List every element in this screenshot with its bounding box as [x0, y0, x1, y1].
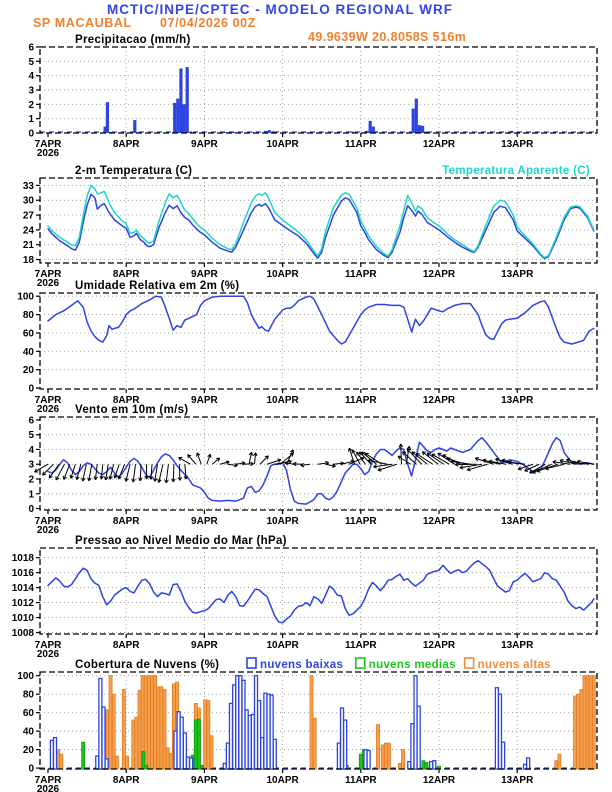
svg-text:27: 27 — [22, 210, 34, 222]
precipitation-gridlines — [40, 47, 597, 133]
svg-text:80: 80 — [22, 689, 34, 701]
svg-text:5: 5 — [28, 430, 34, 442]
svg-text:21: 21 — [22, 240, 34, 252]
svg-text:0: 0 — [28, 383, 34, 395]
svg-text:2026: 2026 — [36, 649, 60, 660]
svg-text:1018: 1018 — [11, 553, 34, 565]
svg-text:11APR: 11APR — [344, 775, 377, 786]
svg-text:12APR: 12APR — [422, 139, 456, 150]
svg-text:20: 20 — [22, 745, 34, 757]
legend-swatch-nuvens-medias — [356, 658, 365, 668]
svg-text:11APR: 11APR — [344, 395, 377, 406]
svg-text:Umidade Relativa em 2m (%): Umidade Relativa em 2m (%) — [75, 280, 240, 292]
svg-text:Cobertura de Nuvens (%): Cobertura de Nuvens (%) — [75, 659, 220, 671]
cloud-bars — [40, 676, 597, 769]
svg-text:7APR: 7APR — [34, 395, 62, 406]
svg-text:9APR: 9APR — [191, 516, 218, 527]
svg-text:0: 0 — [28, 504, 34, 516]
svg-text:3: 3 — [28, 459, 34, 471]
svg-text:5: 5 — [28, 56, 34, 68]
svg-text:Pressao ao Nivel Medio do Mar: Pressao ao Nivel Medio do Mar (hPa) — [75, 535, 287, 547]
svg-text:80: 80 — [22, 310, 34, 322]
svg-text:8APR: 8APR — [112, 269, 140, 280]
precipitation-plot-border — [40, 47, 597, 133]
svg-text:24: 24 — [22, 225, 34, 237]
svg-text:13APR: 13APR — [501, 516, 534, 527]
svg-text:11APR: 11APR — [344, 269, 377, 280]
svg-text:9APR: 9APR — [191, 775, 218, 786]
svg-text:2026: 2026 — [36, 404, 60, 415]
svg-text:2-m Temperatura (C): 2-m Temperatura (C) — [75, 165, 193, 177]
svg-text:13APR: 13APR — [501, 640, 534, 651]
humidity-line-0 — [48, 296, 594, 344]
pressure-gridlines — [40, 548, 597, 634]
svg-text:7APR: 7APR — [34, 269, 62, 280]
svg-text:nuvens medias: nuvens medias — [368, 659, 456, 671]
svg-text:9APR: 9APR — [191, 395, 218, 406]
svg-text:6: 6 — [28, 415, 34, 427]
pressure-line-0 — [48, 561, 594, 623]
svg-text:2026: 2026 — [36, 278, 60, 289]
svg-text:30: 30 — [22, 195, 34, 207]
svg-text:1016: 1016 — [11, 568, 34, 580]
svg-text:Vento em 10m (m/s): Vento em 10m (m/s) — [75, 404, 189, 416]
svg-text:12APR: 12APR — [422, 269, 456, 280]
legend-swatch-nuvens-baixas — [247, 658, 256, 668]
pressure-axes — [12, 553, 534, 660]
wind-axes — [28, 415, 534, 536]
svg-text:12APR: 12APR — [422, 395, 456, 406]
run-datetime: 07/04/2026 00Z — [160, 16, 256, 30]
precipitation-panel — [28, 34, 597, 159]
pressure-panel — [12, 535, 597, 660]
wind-vectors — [35, 444, 594, 483]
precipitation-bars — [40, 67, 597, 133]
svg-text:2026: 2026 — [36, 148, 60, 159]
svg-text:0: 0 — [28, 128, 34, 140]
svg-text:2026: 2026 — [36, 525, 60, 536]
clouds-panel — [17, 658, 597, 792]
svg-text:4: 4 — [28, 71, 34, 83]
svg-text:10APR: 10APR — [266, 516, 299, 527]
svg-text:9APR: 9APR — [191, 640, 218, 651]
svg-text:9APR: 9APR — [191, 139, 218, 150]
svg-text:13APR: 13APR — [501, 139, 534, 150]
svg-text:40: 40 — [22, 346, 34, 358]
svg-text:12APR: 12APR — [422, 775, 456, 786]
svg-text:10APR: 10APR — [266, 395, 299, 406]
svg-text:0: 0 — [28, 763, 34, 775]
svg-text:10APR: 10APR — [266, 775, 299, 786]
pressure-plot-border — [40, 548, 597, 634]
svg-text:7APR: 7APR — [34, 640, 62, 651]
svg-text:3: 3 — [28, 85, 34, 97]
svg-text:18: 18 — [22, 255, 34, 267]
temperature-axes — [23, 181, 534, 289]
svg-text:nuvens baixas: nuvens baixas — [260, 659, 344, 671]
station-coordinates: 49.9639W 20.8058S 516m — [308, 30, 467, 44]
svg-text:11APR: 11APR — [344, 516, 377, 527]
svg-text:8APR: 8APR — [112, 395, 140, 406]
svg-text:8APR: 8APR — [112, 139, 140, 150]
wind-plot-border — [40, 417, 597, 510]
svg-text:10APR: 10APR — [266, 139, 299, 150]
svg-text:2: 2 — [28, 474, 34, 486]
svg-text:10APR: 10APR — [266, 269, 299, 280]
svg-text:60: 60 — [22, 328, 34, 340]
svg-text:12APR: 12APR — [422, 516, 456, 527]
temperature-line-1 — [48, 185, 594, 257]
svg-text:1010: 1010 — [11, 613, 34, 625]
svg-text:1008: 1008 — [11, 628, 34, 640]
svg-text:8APR: 8APR — [112, 640, 140, 651]
wind-gridlines — [40, 417, 597, 510]
svg-text:Precipitacao (mm/h): Precipitacao (mm/h) — [75, 34, 191, 46]
model-title: MCTIC/INPE/CPTEC - MODELO REGIONAL WRF — [107, 2, 453, 17]
cloud-bars-nuvens-altas — [57, 676, 596, 769]
svg-text:13APR: 13APR — [501, 395, 534, 406]
svg-text:13APR: 13APR — [501, 269, 534, 280]
svg-text:6: 6 — [28, 42, 34, 54]
svg-text:9APR: 9APR — [191, 269, 218, 280]
svg-text:7APR: 7APR — [34, 516, 62, 527]
clouds-axes — [17, 671, 534, 792]
svg-text:100: 100 — [17, 291, 34, 303]
svg-text:1012: 1012 — [11, 598, 34, 610]
svg-text:8APR: 8APR — [112, 516, 140, 527]
svg-text:7APR: 7APR — [34, 139, 62, 150]
svg-text:1014: 1014 — [11, 583, 34, 595]
svg-text:11APR: 11APR — [344, 640, 377, 651]
svg-text:Temperatura Aparente (C): Temperatura Aparente (C) — [442, 165, 590, 177]
svg-text:20: 20 — [22, 365, 34, 377]
svg-text:60: 60 — [22, 708, 34, 720]
svg-text:40: 40 — [22, 726, 34, 738]
wind-panel — [28, 404, 597, 536]
wind-line-0 — [48, 438, 594, 504]
svg-text:7APR: 7APR — [34, 775, 62, 786]
svg-text:12APR: 12APR — [422, 640, 456, 651]
svg-text:2: 2 — [28, 99, 34, 111]
svg-text:1: 1 — [28, 114, 34, 126]
svg-text:nuvens altas: nuvens altas — [477, 659, 551, 671]
svg-text:4: 4 — [28, 444, 34, 456]
humidity-axes — [17, 292, 534, 415]
svg-text:8APR: 8APR — [112, 775, 140, 786]
svg-text:10APR: 10APR — [266, 640, 299, 651]
svg-text:2026: 2026 — [36, 784, 60, 792]
precipitation-axes — [28, 43, 534, 160]
svg-text:13APR: 13APR — [501, 775, 534, 786]
svg-text:100: 100 — [17, 671, 34, 683]
svg-text:1: 1 — [28, 489, 34, 501]
temperature-panel — [23, 165, 597, 289]
station-name: SP MACAUBAL — [33, 16, 132, 30]
legend-swatch-nuvens-altas — [465, 658, 474, 668]
svg-text:11APR: 11APR — [344, 139, 377, 150]
humidity-panel — [17, 280, 597, 415]
svg-text:33: 33 — [22, 180, 34, 192]
